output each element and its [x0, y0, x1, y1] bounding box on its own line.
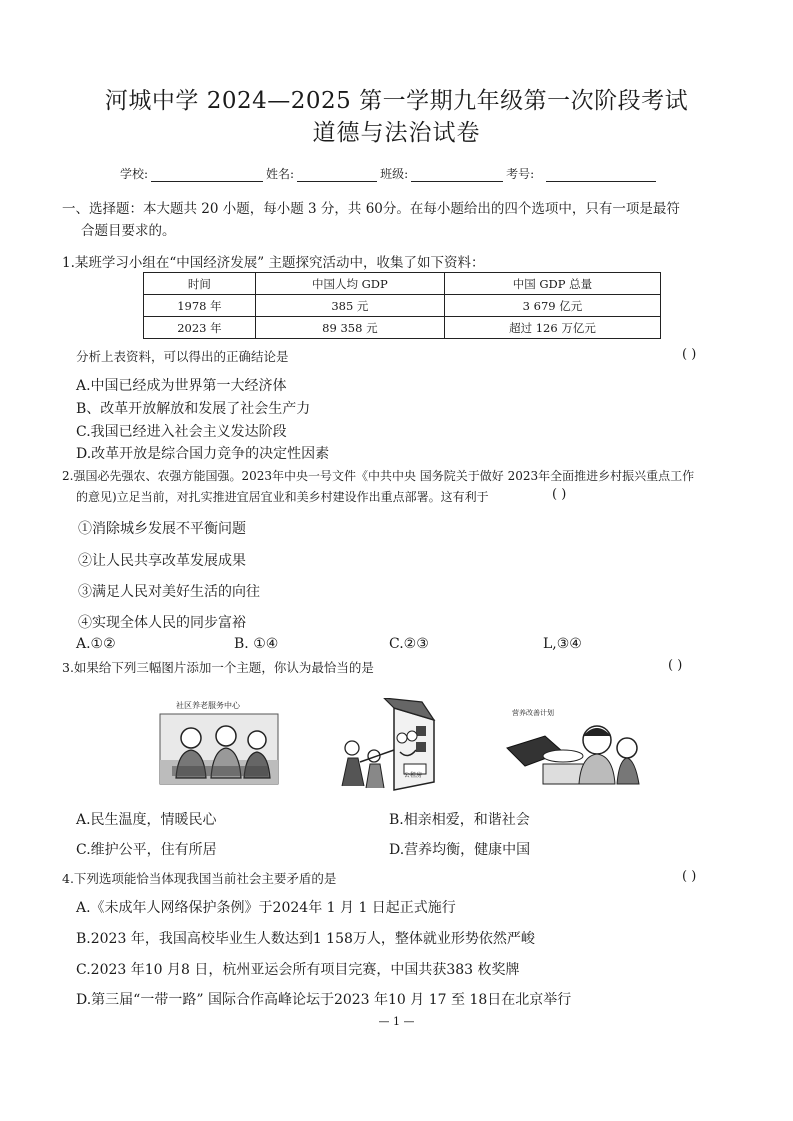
class-label: 班级: [380, 167, 409, 181]
exam-no-label: 考号: [506, 167, 535, 181]
pic2-caption: 公租房 [404, 772, 423, 779]
q2-choice-a: A.①② [76, 636, 116, 652]
q3-option-a: A.民生温度，情暖民心 [76, 812, 217, 828]
q3-answer-paren[interactable]: ( ) [668, 658, 683, 673]
q1-answer-paren[interactable]: ( ) [682, 347, 697, 362]
q1-prompt: 分析上表资料，可以得出的正确结论是 [76, 349, 289, 364]
q1-option-b: B、改革开放解放和发展了社会生产力 [76, 401, 311, 417]
gdp-table [143, 272, 661, 339]
q2-choice-d: L,③④ [543, 636, 582, 652]
q3-option-c: C.维护公平，住有所居 [76, 842, 217, 858]
q4-stem: 4.下列选项能恰当体现我国当前社会主要矛盾的是 [62, 871, 337, 886]
q2-choice-b: B. ①④ [234, 636, 279, 652]
q2-item-2: ②让人民共享改革发展成果 [78, 553, 246, 569]
q4-answer-paren[interactable]: ( ) [682, 869, 697, 884]
school-blank[interactable] [151, 169, 263, 182]
q1-stem: 1.某班学习小组在“中国经济发展” 主题探究活动中，收集了如下资料： [62, 255, 485, 271]
q3-stem: 3.如果给下列三幅图片添加一个主题，你认为最恰当的是 [62, 660, 374, 675]
class-blank[interactable] [411, 169, 503, 182]
q2-stem-line2: 的意见)立足当前，对扎实推进宜居宜业和美乡村建设作出重点部署。这有利于 [76, 490, 489, 504]
table-row [144, 317, 661, 339]
student-info-row [120, 165, 659, 182]
q4-option-a: A.《未成年人网络保护条例》于2024年 1 月 1 日起正式施行 [76, 900, 456, 916]
q2-choice-c: C.②③ [389, 636, 429, 652]
table-header-cell: 时间 [144, 273, 256, 295]
q3-option-b: B.相亲相爱，和谐社会 [389, 812, 530, 828]
section-intro-line2: 合题目要求的。 [81, 223, 176, 239]
q2-item-4: ④实现全体人民的同步富裕 [78, 615, 246, 631]
pic1-caption: 社区养老服务中心 [176, 701, 240, 710]
name-label: 姓名: [266, 167, 295, 181]
school-label: 学校: [120, 167, 149, 181]
exam-title: 河城中学 2024—2025 第一学期九年级第一次阶段考试 [104, 88, 689, 114]
q4-option-c: C.2023 年10 月8 日，杭州亚运会所有项目完赛，中国共获383 枚奖牌 [76, 962, 520, 978]
table-cell: 1978 年 [144, 295, 256, 317]
q1-option-d: D.改革开放是综合国力竞争的决定性因素 [76, 446, 330, 462]
table-cell: 3 679 亿元 [444, 295, 660, 317]
table-cell: 2023 年 [144, 317, 256, 339]
table-cell: 超过 126 万亿元 [444, 317, 660, 339]
q4-option-b: B.2023 年，我国高校毕业生人数达到1 158万人，整体就业形势依然严峻 [76, 931, 535, 947]
q1-option-a: A.中国已经成为世界第一大经济体 [76, 378, 287, 394]
elderly-care-cartoon-icon [156, 700, 282, 786]
page-number: — 1 — [378, 1015, 415, 1028]
table-header-cell: 中国 GDP 总量 [444, 273, 660, 295]
table-cell: 385 元 [255, 295, 444, 317]
section-intro-line1: 一、选择题：本大题共 20 小题，每小题 3 分，共 60分。在每小题给出的四个选项中，只有一项是最符 [62, 201, 680, 217]
q2-item-3: ③满足人民对美好生活的向往 [78, 584, 260, 600]
table-cell: 89 358 元 [255, 317, 444, 339]
table-header-cell: 中国人均 GDP [255, 273, 444, 295]
exam-subtitle: 道德与法治试卷 [312, 120, 481, 146]
q2-answer-paren[interactable]: ( ) [552, 487, 567, 502]
exam-no-blank[interactable] [546, 169, 656, 182]
q2-stem-line1: 2.强国必先强农、农强方能国强。2023年中央一号文件《中共中央 国务院关于做好 2023年全面推进乡村振兴重点工作 [62, 469, 695, 483]
q1-option-c: C.我国已经进入社会主义发达阶段 [76, 424, 287, 440]
name-blank[interactable] [297, 169, 377, 182]
pic3-caption: 营养改善计划 [512, 709, 554, 717]
table-header-row [144, 273, 661, 295]
table-row [144, 295, 661, 317]
q2-item-1: ①消除城乡发展不平衡问题 [78, 521, 246, 537]
q3-option-d: D.营养均衡，健康中国 [389, 842, 531, 858]
public-housing-cartoon-icon [330, 698, 460, 794]
q4-option-d: D.第三届“一带一路” 国际合作高峰论坛于2023 年10 月 17 至 18日在北京举行 [76, 992, 572, 1008]
